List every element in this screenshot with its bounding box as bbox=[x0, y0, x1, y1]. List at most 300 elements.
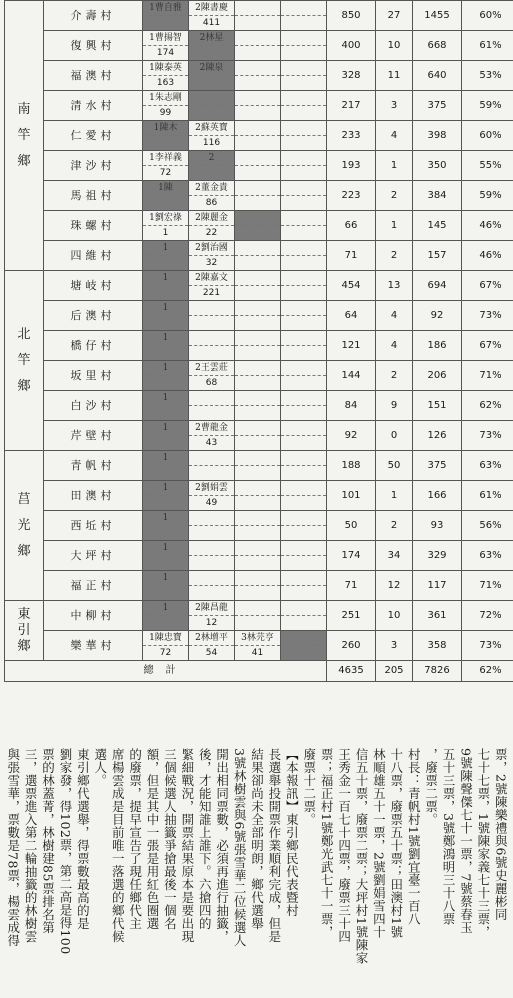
candidate-name bbox=[235, 601, 280, 616]
candidate-votes bbox=[189, 76, 234, 90]
candidate-cell bbox=[143, 271, 189, 301]
eligible-voters: 361 bbox=[413, 601, 462, 631]
candidate-votes bbox=[143, 196, 188, 210]
candidate-name: 1 bbox=[143, 271, 188, 286]
eligible-voters: 398 bbox=[413, 121, 462, 151]
candidate-votes bbox=[235, 316, 280, 330]
candidate-votes bbox=[235, 496, 280, 510]
candidate-votes bbox=[189, 586, 234, 600]
turnout-percent: 59% bbox=[462, 181, 513, 211]
candidate-name bbox=[235, 301, 280, 316]
candidate-votes bbox=[189, 346, 234, 360]
candidate-votes bbox=[143, 586, 188, 600]
candidate-name bbox=[281, 541, 326, 556]
candidate-name: 2董金貴 bbox=[189, 181, 234, 196]
village-name: 后澳村 bbox=[44, 301, 143, 331]
turnout-percent: 63% bbox=[462, 541, 513, 571]
candidate-cell bbox=[235, 301, 281, 331]
candidate-cell bbox=[235, 31, 281, 61]
turnout-percent: 63% bbox=[462, 451, 513, 481]
candidate-votes bbox=[235, 376, 280, 390]
candidate-cell bbox=[143, 331, 189, 361]
candidate-name bbox=[235, 511, 280, 526]
candidate-votes bbox=[143, 316, 188, 330]
valid-votes: 50 bbox=[327, 511, 376, 541]
candidate-name bbox=[235, 91, 280, 106]
candidate-votes bbox=[143, 556, 188, 570]
total-label: 總計 bbox=[5, 661, 327, 682]
candidate-cell bbox=[143, 1, 189, 31]
turnout-percent: 71% bbox=[462, 361, 513, 391]
village-name: 福澳村 bbox=[44, 61, 143, 91]
table-row bbox=[5, 601, 513, 631]
table-row bbox=[5, 211, 513, 241]
table-row bbox=[5, 241, 513, 271]
candidate-cell bbox=[281, 121, 327, 151]
village-name: 青帆村 bbox=[44, 451, 143, 481]
candidate-votes bbox=[189, 46, 234, 60]
candidate-votes bbox=[281, 106, 326, 120]
candidate-votes: 32 bbox=[205, 258, 218, 268]
candidate-cell bbox=[189, 61, 235, 91]
candidate-cell bbox=[281, 241, 327, 271]
candidate-name: 1 bbox=[143, 451, 188, 466]
candidate-name bbox=[235, 31, 280, 46]
candidate-votes bbox=[235, 406, 280, 420]
candidate-cell bbox=[143, 181, 189, 211]
candidate-votes bbox=[143, 496, 188, 510]
candidate-cell bbox=[143, 601, 189, 631]
candidate-name bbox=[235, 241, 280, 256]
candidate-cell bbox=[143, 61, 189, 91]
candidate-votes: 174 bbox=[156, 48, 175, 58]
candidate-cell bbox=[235, 421, 281, 451]
article-column: 票的林蓋菁，林樹建85票排名第 bbox=[40, 748, 56, 934]
news-article bbox=[4, 744, 509, 998]
candidate-votes bbox=[281, 646, 326, 660]
candidate-name bbox=[235, 451, 280, 466]
total-turnout: 62% bbox=[462, 661, 513, 682]
invalid-votes: 10 bbox=[376, 601, 413, 631]
candidate-name: 1 bbox=[143, 601, 188, 616]
candidate-name bbox=[281, 481, 326, 496]
village-name: 復興村 bbox=[44, 31, 143, 61]
candidate-votes bbox=[143, 346, 188, 360]
invalid-votes: 2 bbox=[376, 361, 413, 391]
election-results-sheet bbox=[4, 0, 509, 998]
candidate-votes bbox=[281, 46, 326, 60]
candidate-votes bbox=[235, 346, 280, 360]
village-chief-vote-table bbox=[4, 0, 513, 682]
village-name: 中柳村 bbox=[44, 601, 143, 631]
invalid-votes: 2 bbox=[376, 241, 413, 271]
candidate-cell bbox=[235, 331, 281, 361]
turnout-percent: 53% bbox=[462, 61, 513, 91]
candidate-cell bbox=[189, 241, 235, 271]
table-row bbox=[5, 571, 513, 601]
invalid-votes: 3 bbox=[376, 91, 413, 121]
candidate-votes bbox=[281, 406, 326, 420]
candidate-votes bbox=[281, 616, 326, 630]
candidate-cell bbox=[235, 451, 281, 481]
candidate-name bbox=[281, 181, 326, 196]
article-column: 席楊雲成是目前唯一落選的鄉代候 bbox=[110, 748, 126, 943]
candidate-cell bbox=[235, 1, 281, 31]
candidate-cell bbox=[235, 511, 281, 541]
candidate-votes bbox=[235, 106, 280, 120]
candidate-cell bbox=[281, 181, 327, 211]
article-column: 廢票十二票。 bbox=[301, 748, 317, 826]
candidate-votes bbox=[281, 346, 326, 360]
candidate-cell bbox=[189, 1, 235, 31]
turnout-percent: 61% bbox=[462, 481, 513, 511]
candidate-name: 1陳 bbox=[143, 181, 188, 196]
total-eligible: 7826 bbox=[413, 661, 462, 682]
eligible-voters: 166 bbox=[413, 481, 462, 511]
candidate-name: 2林增平 bbox=[189, 631, 234, 646]
candidate-votes bbox=[281, 586, 326, 600]
valid-votes: 121 bbox=[327, 331, 376, 361]
candidate-votes bbox=[189, 526, 234, 540]
valid-votes: 454 bbox=[327, 271, 376, 301]
candidate-votes bbox=[281, 496, 326, 510]
eligible-voters: 93 bbox=[413, 511, 462, 541]
candidate-votes bbox=[235, 556, 280, 570]
valid-votes: 400 bbox=[327, 31, 376, 61]
candidate-name bbox=[189, 541, 234, 556]
candidate-cell bbox=[235, 541, 281, 571]
candidate-cell bbox=[281, 541, 327, 571]
invalid-votes: 10 bbox=[376, 31, 413, 61]
candidate-cell bbox=[143, 571, 189, 601]
candidate-name: 1 bbox=[143, 541, 188, 556]
village-name: 珠螺村 bbox=[44, 211, 143, 241]
total-valid-votes: 4635 bbox=[327, 661, 376, 682]
candidate-cell bbox=[281, 361, 327, 391]
table-row bbox=[5, 331, 513, 361]
candidate-cell bbox=[189, 481, 235, 511]
valid-votes: 251 bbox=[327, 601, 376, 631]
candidate-votes: 116 bbox=[202, 138, 221, 148]
candidate-votes: 43 bbox=[205, 438, 218, 448]
invalid-votes: 4 bbox=[376, 331, 413, 361]
invalid-votes: 0 bbox=[376, 421, 413, 451]
candidate-cell bbox=[281, 631, 327, 661]
article-column: 村長：青帆村1號劉宜臺一百八 bbox=[406, 748, 422, 926]
candidate-cell bbox=[189, 301, 235, 331]
candidate-votes bbox=[143, 616, 188, 630]
article-column: 七十七票，1號陳家義七十三票， bbox=[475, 748, 491, 939]
candidate-cell bbox=[189, 451, 235, 481]
article-column: 王秀金一百七十四票，廢票三十四 bbox=[336, 748, 352, 943]
candidate-votes bbox=[143, 436, 188, 450]
candidate-cell bbox=[143, 421, 189, 451]
table-row bbox=[5, 631, 513, 661]
article-column: 票，2號陳樂禮與6號史麗彬同 bbox=[493, 748, 509, 921]
valid-votes: 850 bbox=[327, 1, 376, 31]
candidate-name: 2林星 bbox=[189, 31, 234, 46]
candidate-name bbox=[235, 271, 280, 286]
candidate-name: 2 bbox=[189, 151, 234, 166]
table-row bbox=[5, 31, 513, 61]
table-row bbox=[5, 361, 513, 391]
candidate-cell bbox=[235, 391, 281, 421]
candidate-cell bbox=[281, 481, 327, 511]
candidate-name bbox=[281, 121, 326, 136]
candidate-votes bbox=[235, 616, 280, 630]
candidate-votes bbox=[235, 286, 280, 300]
candidate-name: 3林芫亨 bbox=[235, 631, 280, 646]
candidate-name: 1李祥義 bbox=[143, 151, 188, 166]
candidate-cell bbox=[189, 511, 235, 541]
candidate-votes bbox=[281, 436, 326, 450]
candidate-votes bbox=[281, 376, 326, 390]
valid-votes: 174 bbox=[327, 541, 376, 571]
candidate-name: 1曹揚智 bbox=[143, 31, 188, 46]
candidate-cell bbox=[143, 481, 189, 511]
village-name: 坂里村 bbox=[44, 361, 143, 391]
article-column: 開出相同票數，必須再進行抽籤， bbox=[214, 748, 230, 943]
total-invalid-votes: 205 bbox=[376, 661, 413, 682]
candidate-votes bbox=[281, 196, 326, 210]
village-name: 介壽村 bbox=[44, 1, 143, 31]
eligible-voters: 350 bbox=[413, 151, 462, 181]
village-name: 塘岐村 bbox=[44, 271, 143, 301]
candidate-votes bbox=[143, 406, 188, 420]
turnout-percent: 59% bbox=[462, 91, 513, 121]
town-name: 北 竿 鄉 bbox=[5, 271, 44, 451]
candidate-cell bbox=[143, 121, 189, 151]
candidate-votes: 68 bbox=[205, 378, 218, 388]
candidate-votes bbox=[235, 466, 280, 480]
valid-votes: 217 bbox=[327, 91, 376, 121]
article-column: 十八票，廢票五十票；田澳村1號 bbox=[388, 748, 404, 939]
candidate-cell bbox=[235, 151, 281, 181]
candidate-cell bbox=[235, 271, 281, 301]
candidate-votes bbox=[281, 166, 326, 180]
table-row bbox=[5, 421, 513, 451]
candidate-votes: 86 bbox=[205, 198, 218, 208]
article-column: 後，才能知誰上誰下。六搶四的 bbox=[197, 748, 213, 930]
valid-votes: 101 bbox=[327, 481, 376, 511]
valid-votes: 260 bbox=[327, 631, 376, 661]
invalid-votes: 11 bbox=[376, 61, 413, 91]
candidate-name bbox=[189, 391, 234, 406]
table-row bbox=[5, 391, 513, 421]
valid-votes: 328 bbox=[327, 61, 376, 91]
table-row bbox=[5, 151, 513, 181]
candidate-votes bbox=[143, 286, 188, 300]
table-row bbox=[5, 271, 513, 301]
candidate-votes bbox=[281, 76, 326, 90]
candidate-name: 1 bbox=[143, 511, 188, 526]
candidate-votes bbox=[235, 16, 280, 30]
candidate-votes bbox=[281, 526, 326, 540]
candidate-votes: 54 bbox=[205, 648, 218, 658]
village-name: 四維村 bbox=[44, 241, 143, 271]
candidate-cell bbox=[189, 211, 235, 241]
candidate-cell bbox=[143, 301, 189, 331]
candidate-cell bbox=[143, 151, 189, 181]
valid-votes: 193 bbox=[327, 151, 376, 181]
candidate-votes bbox=[235, 76, 280, 90]
valid-votes: 233 bbox=[327, 121, 376, 151]
candidate-cell bbox=[143, 541, 189, 571]
article-column: 9號陳聲傑七十一票，7號蔡春玉 bbox=[458, 748, 474, 934]
candidate-name bbox=[189, 451, 234, 466]
village-name: 津沙村 bbox=[44, 151, 143, 181]
candidate-votes: 72 bbox=[159, 168, 172, 178]
village-name: 西坵村 bbox=[44, 511, 143, 541]
candidate-cell bbox=[235, 181, 281, 211]
candidate-name bbox=[281, 241, 326, 256]
valid-votes: 64 bbox=[327, 301, 376, 331]
candidate-votes bbox=[281, 286, 326, 300]
total-row bbox=[5, 661, 513, 682]
candidate-cell bbox=[281, 601, 327, 631]
candidate-cell bbox=[235, 121, 281, 151]
village-name: 大坪村 bbox=[44, 541, 143, 571]
candidate-cell bbox=[235, 91, 281, 121]
valid-votes: 84 bbox=[327, 391, 376, 421]
turnout-percent: 73% bbox=[462, 421, 513, 451]
turnout-percent: 55% bbox=[462, 151, 513, 181]
candidate-cell bbox=[189, 361, 235, 391]
candidate-name: 2蘇英寶 bbox=[189, 121, 234, 136]
candidate-cell bbox=[235, 361, 281, 391]
candidate-cell bbox=[281, 91, 327, 121]
candidate-name bbox=[235, 1, 280, 16]
table-row bbox=[5, 1, 513, 31]
invalid-votes: 9 bbox=[376, 391, 413, 421]
candidate-votes bbox=[189, 106, 234, 120]
candidate-name bbox=[281, 451, 326, 466]
eligible-voters: 375 bbox=[413, 91, 462, 121]
candidate-name: 1陳忠寶 bbox=[143, 631, 188, 646]
candidate-cell bbox=[189, 271, 235, 301]
turnout-percent: 46% bbox=[462, 211, 513, 241]
candidate-name: 2王雲莊 bbox=[189, 361, 234, 376]
candidate-votes bbox=[235, 46, 280, 60]
eligible-voters: 157 bbox=[413, 241, 462, 271]
candidate-name bbox=[235, 361, 280, 376]
candidate-votes bbox=[189, 166, 234, 180]
candidate-cell bbox=[281, 1, 327, 31]
eligible-voters: 329 bbox=[413, 541, 462, 571]
table-row bbox=[5, 511, 513, 541]
candidate-votes bbox=[143, 256, 188, 270]
turnout-percent: 61% bbox=[462, 31, 513, 61]
candidate-name: 1 bbox=[143, 571, 188, 586]
candidate-votes bbox=[235, 526, 280, 540]
candidate-votes bbox=[143, 136, 188, 150]
candidate-votes: 12 bbox=[205, 618, 218, 628]
candidate-votes bbox=[143, 526, 188, 540]
candidate-name: 1劉宏祿 bbox=[143, 211, 188, 226]
candidate-cell bbox=[281, 211, 327, 241]
candidate-votes bbox=[281, 316, 326, 330]
candidate-name bbox=[235, 211, 280, 226]
candidate-cell bbox=[189, 421, 235, 451]
town-name: 南 竿 鄉 bbox=[5, 1, 44, 271]
candidate-name: 1 bbox=[143, 481, 188, 496]
article-column: 信五十票，廢票二票；大坪村1號陳家 bbox=[353, 748, 369, 965]
candidate-cell bbox=[235, 241, 281, 271]
candidate-name: 1陳泰英 bbox=[143, 61, 188, 76]
candidate-votes: 72 bbox=[159, 648, 172, 658]
candidate-cell bbox=[189, 121, 235, 151]
table-row bbox=[5, 181, 513, 211]
invalid-votes: 34 bbox=[376, 541, 413, 571]
candidate-name: 2陳泉 bbox=[189, 61, 234, 76]
candidate-votes: 221 bbox=[202, 288, 221, 298]
candidate-name: 2劉娟雲 bbox=[189, 481, 234, 496]
valid-votes: 66 bbox=[327, 211, 376, 241]
candidate-votes bbox=[281, 256, 326, 270]
candidate-cell bbox=[235, 61, 281, 91]
candidate-cell bbox=[143, 91, 189, 121]
village-name: 清水村 bbox=[44, 91, 143, 121]
candidate-name bbox=[189, 511, 234, 526]
turnout-percent: 46% bbox=[462, 241, 513, 271]
candidate-name: 2劉治國 bbox=[189, 241, 234, 256]
turnout-percent: 73% bbox=[462, 301, 513, 331]
candidate-name: 1陳木 bbox=[143, 121, 188, 136]
candidate-cell bbox=[143, 631, 189, 661]
valid-votes: 144 bbox=[327, 361, 376, 391]
candidate-name bbox=[281, 91, 326, 106]
candidate-votes bbox=[143, 466, 188, 480]
candidate-name bbox=[235, 331, 280, 346]
candidate-votes bbox=[235, 256, 280, 270]
candidate-cell bbox=[143, 511, 189, 541]
town-name: 東 引 鄉 bbox=[5, 601, 44, 661]
candidate-cell bbox=[281, 391, 327, 421]
eligible-voters: 694 bbox=[413, 271, 462, 301]
candidate-name bbox=[235, 571, 280, 586]
candidate-name bbox=[281, 151, 326, 166]
candidate-cell bbox=[143, 451, 189, 481]
candidate-name bbox=[281, 211, 326, 226]
turnout-percent: 56% bbox=[462, 511, 513, 541]
candidate-name: 1 bbox=[143, 361, 188, 376]
article-column: 額，但是其中一張是用紅色圈選 bbox=[145, 748, 161, 930]
candidate-name: 1 bbox=[143, 331, 188, 346]
candidate-name bbox=[235, 61, 280, 76]
candidate-cell bbox=[235, 601, 281, 631]
candidate-name bbox=[235, 541, 280, 556]
article-column: 【本報訊】東引鄉民代表暨村 bbox=[284, 748, 300, 917]
candidate-name bbox=[281, 511, 326, 526]
candidate-cell bbox=[189, 541, 235, 571]
candidate-name bbox=[281, 571, 326, 586]
article-column: 三，選票進入第二輪抽籤的林樹雲 bbox=[23, 748, 39, 943]
eligible-voters: 186 bbox=[413, 331, 462, 361]
village-name: 白沙村 bbox=[44, 391, 143, 421]
candidate-name: 2曹龍金 bbox=[189, 421, 234, 436]
table-row bbox=[5, 61, 513, 91]
article-column: 東引鄉代選舉，得票數最高的是 bbox=[75, 748, 91, 930]
candidate-votes bbox=[189, 466, 234, 480]
candidate-cell bbox=[143, 211, 189, 241]
table-row bbox=[5, 91, 513, 121]
candidate-cell bbox=[143, 391, 189, 421]
article-column: 林順雄五十一票，2號劉娟雪四十 bbox=[371, 748, 387, 939]
article-column: 劉家發，得102票，第二高是得100 bbox=[57, 748, 73, 955]
article-column: 五十三票，3號鄭鴻明三十八票 bbox=[441, 748, 457, 926]
eligible-voters: 126 bbox=[413, 421, 462, 451]
turnout-percent: 72% bbox=[462, 601, 513, 631]
